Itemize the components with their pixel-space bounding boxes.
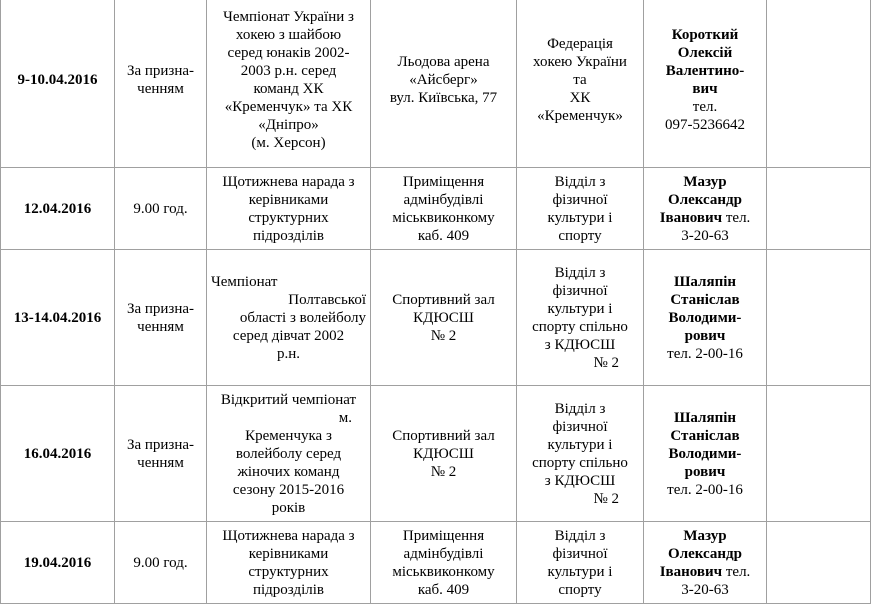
- organizer-line: фізичної: [552, 418, 608, 435]
- place-line: адмінбудівлі: [403, 191, 484, 208]
- organizer-line: спорту: [558, 581, 602, 598]
- place-line: КДЮСШ: [413, 309, 474, 326]
- event-contact: [644, 168, 767, 250]
- organizer-line: з КДЮСШ: [544, 472, 616, 489]
- event-date: 13-14.04.2016: [1, 250, 115, 386]
- contact-name-line: рович: [684, 463, 726, 480]
- contact-name-part: Іванович: [659, 209, 723, 226]
- event-date: 16.04.2016: [1, 386, 115, 522]
- contact-name-line: Олексій: [677, 44, 733, 61]
- contact-name-line: Короткий: [671, 26, 739, 43]
- event-line: Чемпіонат: [211, 273, 278, 290]
- contact-name-line: Володими-: [668, 445, 742, 462]
- contact-phone-line: 3-20-63: [681, 581, 729, 598]
- contact-name-line: Мазур: [683, 173, 727, 190]
- organizer-line: фізичної: [552, 545, 608, 562]
- contact-name-line: Валентино-: [665, 62, 745, 79]
- contact-name-line: Володими-: [668, 309, 742, 326]
- time-line: ченням: [137, 318, 184, 335]
- event-line: років: [271, 499, 306, 516]
- organizer-line: Відділ з: [554, 400, 606, 417]
- place-line: КДЮСШ: [413, 445, 474, 462]
- place-line: каб. 409: [417, 581, 470, 598]
- organizer-line: та: [573, 71, 587, 88]
- event-time: 9.00 год.: [115, 168, 207, 250]
- event-organizer: [517, 0, 644, 168]
- event-time: [115, 0, 207, 168]
- event-time: [115, 250, 207, 386]
- event-line: Щотижнева нарада з: [222, 173, 355, 190]
- organizer-line: культури і: [547, 300, 613, 317]
- contact-name-line: Олександр: [668, 545, 742, 562]
- contact-name-phone-line: [648, 563, 762, 581]
- contact-phone-part: тел.: [725, 209, 751, 226]
- time-line: ченням: [137, 454, 184, 471]
- contact-name-line: Станіслав: [670, 427, 740, 444]
- event-line: Полтавської: [288, 291, 366, 308]
- event-organizer: [517, 386, 644, 522]
- contact-name-line: Шаляпін: [673, 273, 737, 290]
- organizer-line: культури і: [547, 209, 613, 226]
- contact-name-line: Станіслав: [670, 291, 740, 308]
- place-line: Спортивний зал: [392, 427, 495, 444]
- contact-phone-line: тел. 2-00-16: [667, 345, 743, 362]
- event-line: жіночих команд: [237, 463, 340, 480]
- organizer-line: фізичної: [552, 191, 608, 208]
- event-place: [371, 168, 517, 250]
- event-place: [371, 522, 517, 604]
- contact-phone-line: тел. 2-00-16: [667, 481, 743, 498]
- table-row: [1, 386, 871, 522]
- place-line: «Айсберг»: [409, 71, 478, 88]
- event-contact: [644, 522, 767, 604]
- event-date: 12.04.2016: [1, 168, 115, 250]
- event-title: [207, 168, 371, 250]
- event-line: Кременчука з: [245, 427, 332, 444]
- event-line: «Кременчук» та ХК: [224, 98, 353, 115]
- place-line: вул. Київська, 77: [389, 89, 498, 106]
- contact-phone-line: тел.: [692, 98, 718, 115]
- place-line: адмінбудівлі: [403, 545, 484, 562]
- event-place: [371, 0, 517, 168]
- contact-name-phone-line: [648, 209, 762, 227]
- place-line: каб. 409: [417, 227, 470, 244]
- event-line: (м. Херсон): [251, 134, 326, 151]
- organizer-line: ХК: [569, 89, 591, 106]
- event-place: [371, 386, 517, 522]
- organizer-line: культури і: [547, 436, 613, 453]
- place-line: Льодова арена: [397, 53, 490, 70]
- organizer-line: Відділ з: [554, 264, 606, 281]
- contact-name-part: Іванович: [659, 563, 723, 580]
- organizer-line: фізичної: [552, 282, 608, 299]
- event-place: [371, 250, 517, 386]
- event-line: серед дівчат 2002: [232, 327, 345, 344]
- organizer-line: № 2: [593, 490, 619, 507]
- organizer-line: хокею України: [533, 53, 627, 70]
- event-notes: [767, 0, 871, 168]
- event-notes: [767, 250, 871, 386]
- event-line: Чемпіонат України з: [223, 8, 354, 25]
- event-title: [207, 0, 371, 168]
- contact-phone-line: 097-5236642: [665, 116, 745, 133]
- time-line: За призна-: [126, 300, 195, 317]
- organizer-line: «Кременчук»: [537, 107, 623, 124]
- event-organizer: [517, 250, 644, 386]
- organizer-line: спорту спільно: [532, 454, 628, 471]
- contact-phone-line: 3-20-63: [681, 227, 729, 244]
- organizer-line: Відділ з: [554, 173, 606, 190]
- place-line: міськвиконкому: [392, 209, 495, 226]
- table-row: [1, 0, 871, 168]
- event-line: р.н.: [276, 345, 301, 362]
- event-line: підрозділів: [252, 227, 324, 244]
- event-line: структурних: [248, 563, 329, 580]
- place-line: № 2: [430, 327, 457, 344]
- event-line: структурних: [248, 209, 329, 226]
- event-line: волейболу серед: [235, 445, 342, 462]
- event-line: 2003 р.н. серед: [240, 62, 337, 79]
- event-organizer: [517, 522, 644, 604]
- contact-phone-part: тел.: [725, 563, 751, 580]
- place-line: Спортивний зал: [392, 291, 495, 308]
- event-organizer: [517, 168, 644, 250]
- event-line: серед юнаків 2002-: [227, 44, 350, 61]
- table-row: [1, 522, 871, 604]
- contact-name-line: Олександр: [668, 191, 742, 208]
- event-title: [207, 386, 371, 522]
- event-date: 9-10.04.2016: [1, 0, 115, 168]
- event-line: команд ХК: [253, 80, 324, 97]
- contact-name-line: вич: [692, 80, 718, 97]
- place-line: Приміщення: [402, 173, 485, 190]
- event-notes: [767, 168, 871, 250]
- organizer-line: Відділ з: [554, 527, 606, 544]
- event-line: керівниками: [248, 191, 329, 208]
- organizer-line: з КДЮСШ: [544, 336, 616, 353]
- event-time: 9.00 год.: [115, 522, 207, 604]
- event-title: [207, 250, 371, 386]
- event-line: м.: [338, 409, 352, 426]
- time-line: ченням: [137, 80, 184, 97]
- event-line: сезону 2015-2016: [232, 481, 345, 498]
- place-line: Приміщення: [402, 527, 485, 544]
- event-time: [115, 386, 207, 522]
- event-contact: [644, 0, 767, 168]
- organizer-line: спорту спільно: [532, 318, 628, 335]
- contact-name-line: рович: [684, 327, 726, 344]
- event-line: області з волейболу: [239, 309, 366, 326]
- event-title: [207, 522, 371, 604]
- table-row: [1, 250, 871, 386]
- event-line: «Дніпро»: [258, 116, 319, 133]
- organizer-line: культури і: [547, 563, 613, 580]
- table-row: [1, 168, 871, 250]
- event-line: керівниками: [248, 545, 329, 562]
- place-line: міськвиконкому: [392, 563, 495, 580]
- event-line: підрозділів: [252, 581, 324, 598]
- event-line: Щотижнева нарада з: [222, 527, 355, 544]
- place-line: № 2: [430, 463, 457, 480]
- event-line: Відкритий чемпіонат: [220, 391, 357, 408]
- event-notes: [767, 522, 871, 604]
- event-date: 19.04.2016: [1, 522, 115, 604]
- organizer-line: № 2: [593, 354, 619, 371]
- event-contact: [644, 250, 767, 386]
- organizer-line: Федерація: [547, 35, 613, 52]
- event-contact: [644, 386, 767, 522]
- organizer-line: спорту: [558, 227, 602, 244]
- contact-name-line: Мазур: [683, 527, 727, 544]
- time-line: За призна-: [126, 62, 195, 79]
- time-line: За призна-: [126, 436, 195, 453]
- contact-name-line: Шаляпін: [673, 409, 737, 426]
- event-line: хокею з шайбою: [235, 26, 342, 43]
- event-notes: [767, 386, 871, 522]
